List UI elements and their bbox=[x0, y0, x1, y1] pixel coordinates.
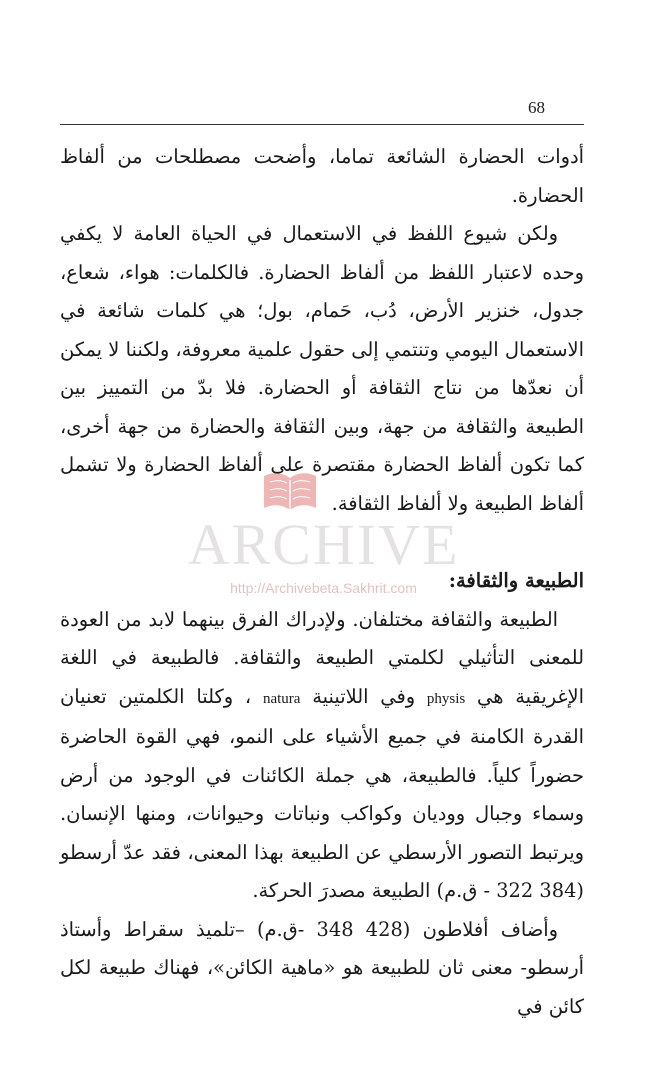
paragraph-4: وأضاف أفلاطون (428 348 -ق.م) –تلميذ سقراط وأستاذ أرسطو- معنى ثان للطبيعة هو «ماهية الكائن»، فهناك طبيعة لكل كائن في bbox=[60, 917, 584, 1018]
page-number: 68 bbox=[528, 98, 545, 117]
latin-term-natura: natura bbox=[262, 690, 301, 707]
watermark-title: ARCHIVE bbox=[187, 512, 460, 577]
page-body bbox=[60, 138, 584, 1026]
watermark-url: http://Archivebeta.Sakhrit.com bbox=[230, 580, 417, 596]
paragraph-3-part-b: وفي اللاتينية bbox=[300, 684, 427, 708]
paragraph-3-part-c: ، وكلتا الكلمتين تعنيان القدرة الكامنة في جميع الأشياء على النمو، فهي القوة الحاضرة حضوراً كلياً. فالطبيعة، هي جملة الكائنات في الوجود من أرض وسماء وجبال ووديان وكواكب ونباتات وحيوانات، ومنها الإنسان. ويرتبط التصور الأرسطي عن الطبيعة بهذا المعنى، فقد عدّ أرسطو (384 322 - ق.م) الطبيعة مصدرَ الحركة. bbox=[60, 684, 584, 902]
section-heading: الطبيعة والثقافة: bbox=[448, 569, 584, 592]
header-rule bbox=[60, 124, 584, 125]
latin-term-physis: physis bbox=[426, 690, 466, 707]
paragraph-1: أدوات الحضارة الشائعة تماما، وأضحت مصطلحات من ألفاظ الحضارة. bbox=[60, 145, 584, 207]
paragraph-3 bbox=[60, 601, 584, 911]
paragraph-2: ولكن شيوع اللفظ في الاستعمال في الحياة العامة لا يكفي وحده لاعتبار اللفظ من ألفاظ الحضارة. فالكلمات: هواء، شعاع، جدول، خنزير الأرض، دُب، حَمام، بول؛ هي كلمات شائعة في الاستعمال اليومي وتنتمي إلى حقول علمية معروفة، ولكننا لا يمكن أن نعدّها من نتاج الثقافة أو الحضارة. فلا بدّ من التمييز بين الطبيعة والثقافة من جهة، وبين الثقافة والحضارة من جهة أخرى، كما تكون ألفاظ الحضارة مقتصرة على ألفاظ الحضارة ولا تشمل ألفاظ الطبيعة ولا ألفاظ الثقافة. bbox=[60, 222, 584, 515]
paragraph-3-part-a: الطبيعة والثقافة مختلفان. ولإدراك الفرق بينهما لابد من العودة للمعنى التأثيلي لكلمتي الطبيعة والثقافة. فالطبيعة في اللغة الإغريقية هي bbox=[60, 607, 584, 708]
